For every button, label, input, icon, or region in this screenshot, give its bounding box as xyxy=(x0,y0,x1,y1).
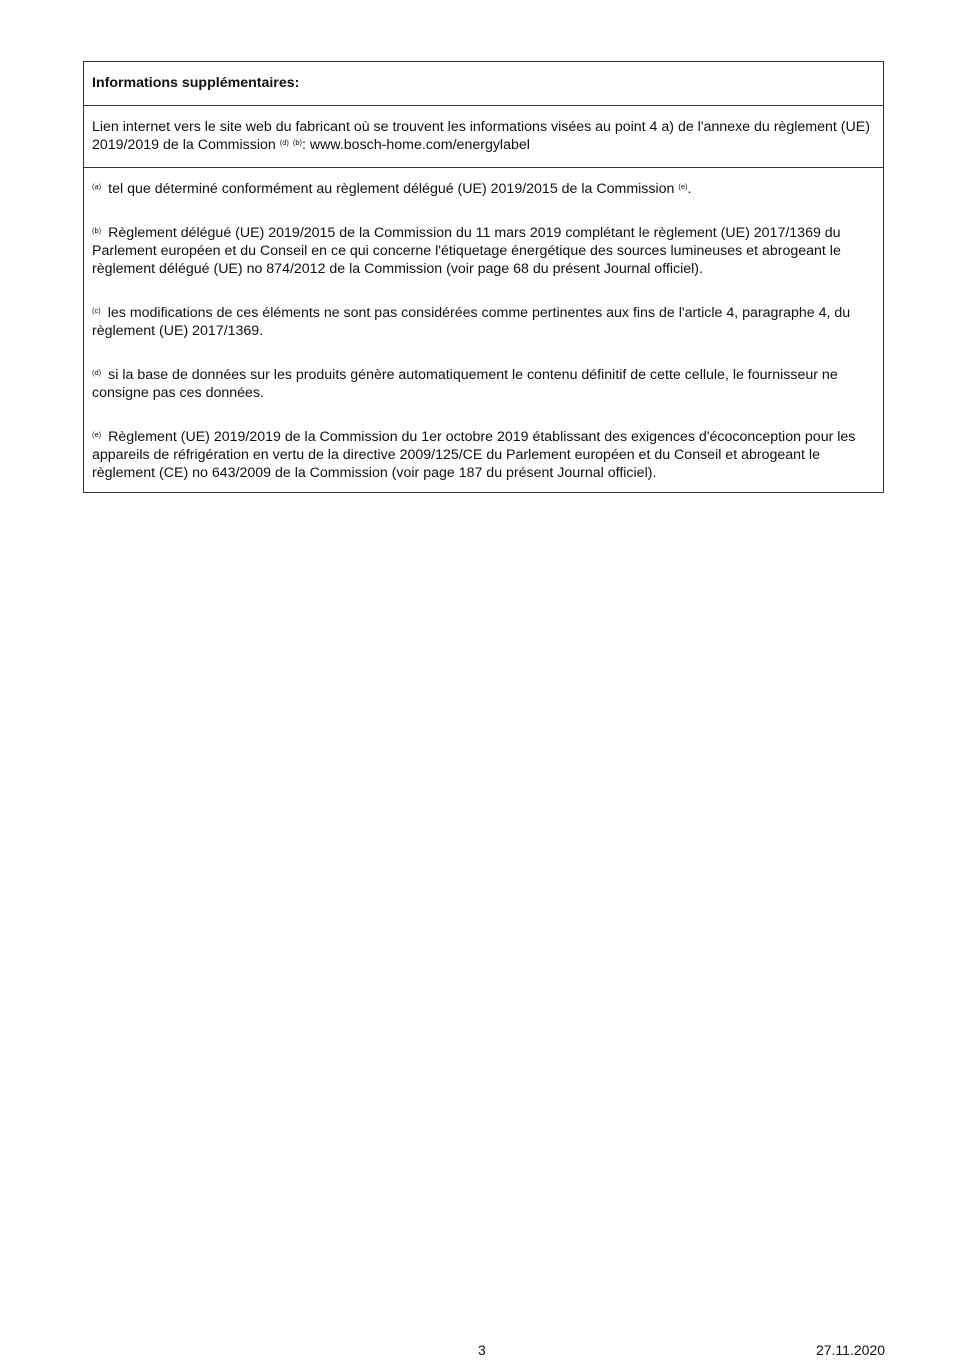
manufacturer-link-row xyxy=(84,106,883,168)
footnote-marker: (b) xyxy=(92,226,102,235)
footnote-text: Règlement délégué (UE) 2019/2015 de la Commission du 11 mars 2019 complétant le règlement (UE) 2017/1369 du Parlement européen et du Conseil en ce qui concerne l'étiquetage énergétique des sources lumineuses et abrogeant le règlement délégué (UE) no 874/2012 de la Commission (voir page 68 du présent Journal officiel). xyxy=(92,225,841,277)
footnote-marker: (d) xyxy=(92,368,102,377)
footnote-e xyxy=(92,428,865,482)
footnote-d xyxy=(92,366,865,402)
page-number: 3 xyxy=(478,1342,486,1358)
footnote-text: Règlement (UE) 2019/2019 de la Commission du 1er octobre 2019 établissant des exigences d'écoconception pour les appareils de réfrigération en vertu de la directive 2009/125/CE du Parlement européen et du Conseil et abrogeant le règlement (CE) no 643/2009 de la Commission (voir page 187 du présent Journal officiel). xyxy=(92,429,856,481)
footnote-marker: (e) xyxy=(92,430,102,439)
energy-label-url[interactable]: : www.bosch-home.com/energylabel xyxy=(302,137,530,153)
footnote-c xyxy=(92,304,865,340)
footnote-text: tel que déterminé conformément au règlement délégué (UE) 2019/2015 de la Commission xyxy=(108,181,675,197)
link-row-text: Lien internet vers le site web du fabricant où se trouvent les informations visées au point 4 a) de l'annexe du règlement (UE) 2019/2019 de la Commission xyxy=(92,119,870,153)
footnote-ref-e: (e) xyxy=(678,182,688,191)
footnote-text: si la base de données sur les produits génère automatiquement le contenu définitif de cette cellule, le fournisseur ne consigne pas ces données. xyxy=(92,367,838,401)
footnote-trailing-punctuation: . xyxy=(687,181,692,197)
table-header: Informations supplémentaires: xyxy=(84,62,883,106)
footnote-a xyxy=(92,180,865,198)
footnote-marker: (a) xyxy=(92,182,102,191)
footnote-marker: (c) xyxy=(92,306,101,315)
footnote-b xyxy=(92,224,865,278)
additional-information-table xyxy=(83,61,884,493)
footnotes-cell xyxy=(84,168,883,492)
footnote-ref-b: (b) xyxy=(292,138,303,147)
footnote-ref-d: (d) xyxy=(279,138,289,147)
footnote-text: les modifications de ces éléments ne sont pas considérées comme pertinentes aux fins de l'article 4, paragraphe 4, du règlement (UE) 2017/1369. xyxy=(92,305,851,339)
page-date: 27.11.2020 xyxy=(815,1342,885,1358)
